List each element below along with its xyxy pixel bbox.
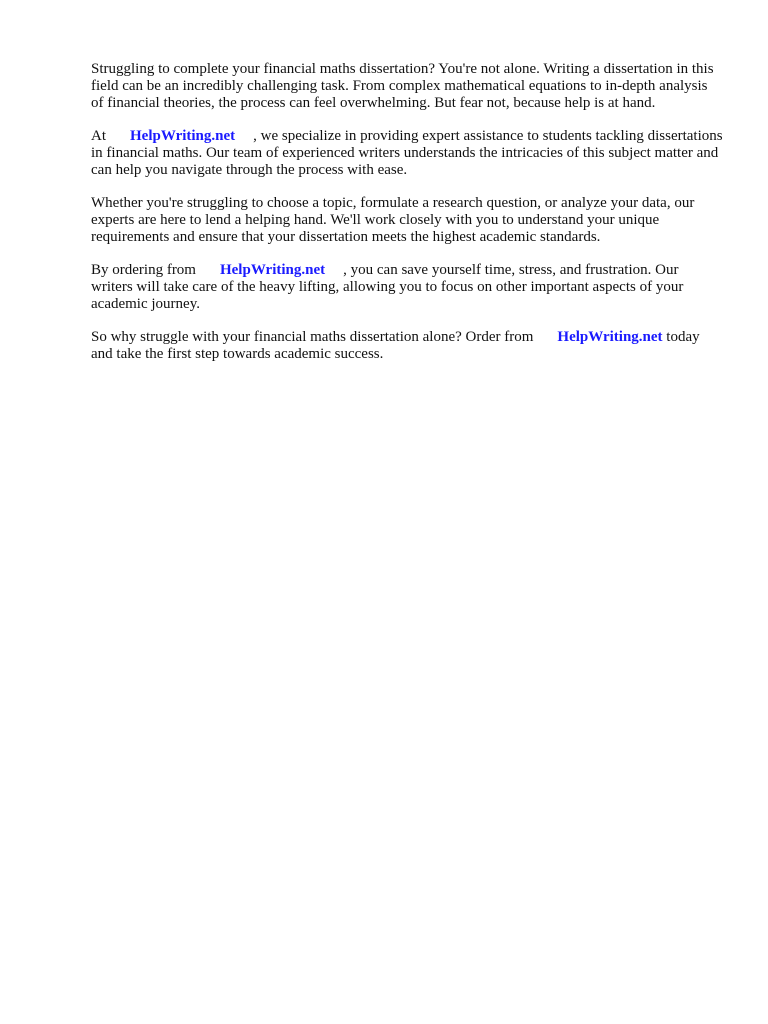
paragraph-about-lead: At [91,128,106,144]
paragraph-about [91,128,723,179]
helpwriting-link-1[interactable]: HelpWriting.net [130,128,236,144]
paragraph-services: Whether you're struggling to choose a topic, formulate a research question, or analyze your data, our experts are here to lend a helping hand. We'll work closely with you to understand your unique requirements and ensure that your dissertation meets the highest academic standards. [91,195,695,245]
helpwriting-link-2[interactable]: HelpWriting.net [219,262,326,278]
paragraph-closing [91,329,723,363]
paragraph-ordering-lead: By ordering from [91,262,196,278]
paragraph-ordering-rest: , you can save yourself time, stress, and frustration. Our writers will take care of the heavy lifting, allowing you to focus on other important aspects of your academic journey. [91,262,684,312]
paragraph-closing-rest: today and take the first step towards academic success. [91,329,700,362]
paragraph-about-rest: , we specialize in providing expert assistance to students tackling dissertations in financial maths. Our team of experienced writers understands the intricacies of this subject matter and can help you navigate through the process with ease. [91,128,723,178]
helpwriting-link-3[interactable]: HelpWriting.net [557,329,663,345]
paragraph-ordering [91,262,723,313]
document-page [91,61,723,379]
paragraph-intro: Struggling to complete your financial maths dissertation? You're not alone. Writing a dissertation in this field can be an incredibly challenging task. From complex mathematical equations to in-depth analysis of financial theories, the process can feel overwhelming. But fear not, because help is at hand. [91,61,714,111]
paragraph-closing-lead: So why struggle with your financial maths dissertation alone? Order from [91,329,534,345]
